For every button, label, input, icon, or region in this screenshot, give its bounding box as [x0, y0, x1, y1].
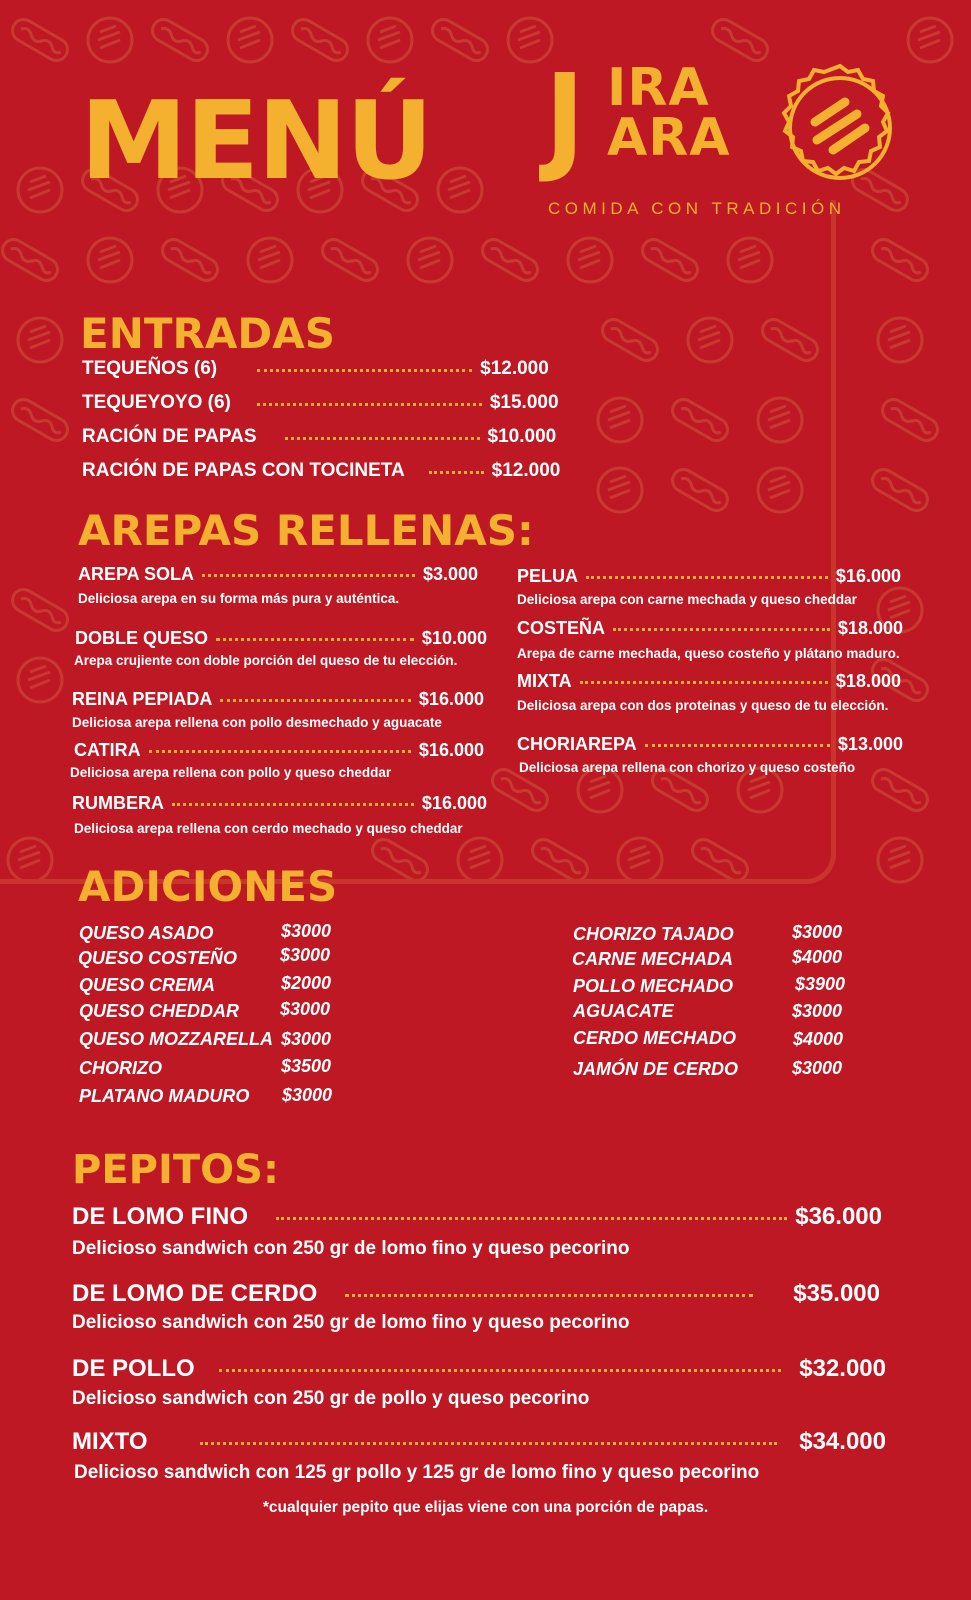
item-description: Deliciosa arepa en su forma más pura y auténtica.	[78, 591, 400, 606]
leader-dots	[613, 628, 830, 631]
item-price: $35.000	[793, 1280, 880, 1307]
menu-item	[72, 793, 487, 814]
leader-dots	[257, 403, 482, 406]
item-description: Deliciosa arepa rellena con chorizo y queso costeño	[519, 760, 856, 775]
menu-item	[82, 392, 559, 414]
addition-name: POLLO MECHADO	[573, 976, 733, 996]
item-price: $34.000	[799, 1428, 886, 1455]
item-description: Deliciosa arepa con carne mechada y queso cheddar	[517, 592, 857, 607]
addition-price: $4000	[792, 947, 843, 967]
item-name: MIXTA	[517, 671, 572, 691]
addition-name: JAMÓN DE CERDO	[573, 1059, 739, 1079]
item-description: Delicioso sandwich con 125 gr pollo y 125 gr de lomo fino y queso pecorino	[74, 1462, 760, 1483]
item-description: Arepa de carne mechada, queso costeño y plátano maduro.	[517, 646, 900, 661]
addition-price: $3000	[282, 1085, 333, 1105]
menu-item	[517, 618, 903, 639]
addition-name: CERDO MECHADO	[573, 1028, 737, 1048]
item-description: Arepa crujiente con doble porción del queso de tu elección.	[74, 653, 458, 668]
menu-item	[72, 1428, 886, 1456]
leader-dots	[202, 574, 415, 577]
item-price: $16.000	[418, 740, 484, 760]
item-name: RUMBERA	[72, 793, 164, 813]
logo-bottom-text: ARA	[607, 108, 731, 168]
section-title-adiciones: ADICIONES	[78, 862, 338, 911]
addition-name: AGUACATE	[573, 1001, 674, 1021]
item-price: $12.000	[491, 460, 561, 481]
menu-item	[72, 1280, 880, 1308]
item-price: $36.000	[795, 1203, 882, 1230]
item-name: TEQUEYOYO (6)	[82, 392, 231, 413]
menu-item	[517, 671, 901, 692]
item-name: MIXTO	[72, 1428, 148, 1455]
item-name: RACIÓN DE PAPAS	[82, 426, 257, 447]
item-price: $18.000	[835, 671, 901, 691]
addition-price: $3000	[281, 1029, 332, 1049]
item-price: $18.000	[837, 618, 903, 638]
addition-name: QUESO CREMA	[79, 975, 216, 995]
menu-item	[74, 740, 484, 761]
item-name: CATIRA	[74, 740, 141, 760]
logo-top-text: IRA	[607, 58, 710, 118]
addition-name: CHORIZO	[79, 1058, 162, 1078]
item-description: Deliciosa arepa rellena con cerdo mechado y queso cheddar	[74, 821, 463, 836]
item-description: Deliciosa arepa con dos proteinas y queso de tu elección.	[517, 698, 889, 713]
addition-price: $3500	[281, 1056, 332, 1076]
addition-name: QUESO ASADO	[79, 923, 214, 943]
brand-tagline: COMIDA CON TRADICIÓN	[548, 199, 846, 218]
addition-name: QUESO COSTEÑO	[78, 948, 238, 968]
item-name: RACIÓN DE PAPAS CON TOCINETA	[82, 460, 405, 481]
menu-item	[75, 628, 487, 649]
leader-dots	[645, 744, 830, 747]
item-description: Delicioso sandwich con 250 gr de lomo fino y queso pecorino	[72, 1312, 630, 1333]
item-price: $16.000	[421, 793, 487, 813]
menu-item	[82, 426, 556, 448]
item-price: $10.000	[487, 426, 557, 447]
menu-item	[82, 460, 560, 482]
addition-price: $4000	[793, 1029, 844, 1049]
item-name: TEQUEÑOS (6)	[82, 358, 218, 379]
addition-price: $3000	[280, 945, 331, 965]
addition-name: CARNE MECHADA	[572, 949, 733, 969]
leader-dots	[580, 681, 828, 684]
menu-item	[72, 1203, 882, 1231]
item-price: $10.000	[421, 628, 487, 648]
leader-dots	[216, 638, 414, 641]
item-description: Deliciosa arepa rellena con pollo desmechado y aguacate	[72, 715, 442, 730]
addition-name: PLATANO MADURO	[79, 1086, 250, 1106]
addition-name: QUESO CHEDDAR	[79, 1001, 240, 1021]
addition-price: $3900	[795, 974, 846, 994]
item-name: DE POLLO	[72, 1355, 195, 1382]
addition-price: $3000	[792, 1058, 843, 1078]
brand-logo	[545, 48, 925, 218]
item-name: REINA PEPIADA	[72, 689, 213, 709]
leader-dots	[219, 1369, 782, 1372]
menu-item	[82, 358, 549, 380]
menu-item	[72, 1355, 886, 1383]
item-name: DOBLE QUESO	[75, 628, 209, 648]
menu-item	[72, 689, 484, 710]
footnote: *cualquier pepito que elijas viene con una porción de papas.	[262, 1499, 709, 1516]
leader-dots	[149, 750, 411, 753]
addition-name: CHORIZO TAJADO	[573, 924, 734, 944]
leader-dots	[200, 1442, 778, 1445]
leader-dots	[345, 1294, 753, 1297]
item-price: $13.000	[837, 734, 903, 754]
menu-item	[517, 566, 901, 587]
addition-price: $3000	[280, 999, 331, 1019]
leader-dots	[257, 369, 472, 372]
leader-dots	[586, 576, 828, 579]
section-title-pepitos: PEPITOS:	[72, 1147, 279, 1193]
item-name: DE LOMO FINO	[72, 1203, 248, 1230]
page-title: MENÚ	[80, 79, 432, 204]
section-title-entradas: ENTRADAS	[80, 309, 335, 358]
addition-price: $3000	[792, 922, 843, 942]
item-name: CHORIAREPA	[517, 734, 637, 754]
item-price: $12.000	[480, 358, 549, 379]
leader-dots	[172, 803, 414, 806]
addition-name: QUESO MOZZARELLA	[79, 1029, 273, 1049]
item-price: $32.000	[799, 1355, 886, 1382]
logo-mark: J	[545, 48, 585, 186]
item-price: $16.000	[835, 566, 901, 586]
item-price: $16.000	[418, 689, 484, 709]
addition-price: $3000	[281, 921, 332, 941]
item-description: Delicioso sandwich con 250 gr de pollo y queso pecorino	[72, 1388, 590, 1409]
leader-dots	[220, 699, 411, 702]
addition-price: $2000	[281, 973, 332, 993]
leader-dots	[285, 437, 480, 440]
arepa-grill-icon	[775, 60, 905, 190]
section-title-arepas: AREPAS RELLENAS:	[78, 506, 534, 555]
addition-price: $3000	[792, 1001, 843, 1021]
item-description: Deliciosa arepa rellena con pollo y queso cheddar	[70, 765, 392, 780]
item-name: COSTEÑA	[517, 618, 606, 638]
item-price: $3.000	[422, 564, 478, 584]
item-description: Delicioso sandwich con 250 gr de lomo fino y queso pecorino	[72, 1238, 630, 1259]
menu-item	[78, 564, 478, 585]
item-name: DE LOMO DE CERDO	[72, 1280, 318, 1307]
item-name: AREPA SOLA	[78, 564, 195, 584]
menu-item	[517, 734, 903, 755]
item-name: PELUA	[517, 566, 579, 586]
item-price: $15.000	[489, 392, 559, 413]
leader-dots	[429, 471, 484, 474]
leader-dots	[276, 1217, 787, 1220]
